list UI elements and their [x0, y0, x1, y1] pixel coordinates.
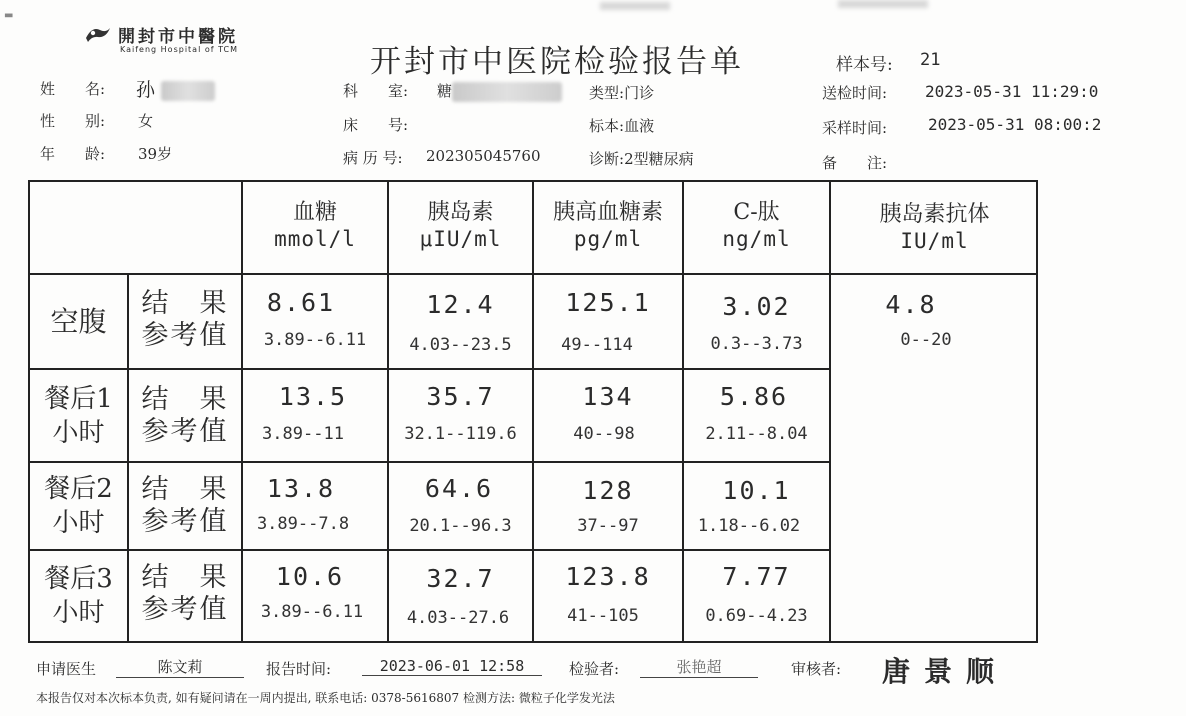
- sub-label-reference: 参考值: [141, 594, 229, 625]
- col-header-insulin: [389, 200, 532, 252]
- doctor-name: 陈文莉: [116, 656, 244, 678]
- cell-result: 32.7: [426, 564, 495, 593]
- cell-result: 35.7: [426, 382, 495, 411]
- antibody-result: 4.8: [885, 290, 937, 319]
- collect-time-label: 采样时间:: [822, 119, 888, 137]
- cell-ref: 4.03--27.6: [406, 608, 510, 628]
- redacted-block: [452, 82, 562, 102]
- diagnosis-label: 诊断:: [589, 150, 625, 168]
- sex-label: 性 别:: [40, 112, 106, 130]
- cell-result: 13.8: [266, 474, 336, 503]
- sub-label-result: 结 果: [141, 384, 229, 415]
- row-divider: [28, 549, 830, 551]
- specimen-value: 血液: [624, 117, 655, 135]
- cell-ref: 1.18--6.02: [697, 516, 801, 536]
- row-label-line2: 小时: [52, 418, 105, 448]
- col-name: C-肽: [733, 200, 780, 225]
- cell-result: 134: [582, 382, 634, 411]
- dept-value: 糖: [437, 82, 453, 100]
- sample-no-label: 样本号:: [836, 55, 893, 75]
- row-label-line2: 小时: [52, 598, 105, 628]
- cell-ref: 3.89--6.11: [260, 602, 364, 622]
- cell-result: 8.61: [266, 288, 336, 317]
- age-value: 39岁: [138, 145, 173, 163]
- cell-result: 128: [582, 476, 634, 505]
- cell-ref: 40--98: [573, 424, 635, 444]
- sub-label-result: 结 果: [141, 474, 229, 505]
- diagnosis-value: 2型糖尿病: [624, 150, 694, 168]
- age-label: 年 龄:: [40, 145, 106, 163]
- col-unit: μIU/ml: [419, 227, 502, 251]
- corner-mark: ▬: [4, 10, 14, 21]
- row-label-line1: 餐后1: [44, 384, 113, 414]
- col-name: 胰岛素: [427, 200, 494, 225]
- redacted-block: [161, 81, 215, 101]
- col-name: 胰高血糖素: [552, 200, 663, 225]
- col-header-insulin-antibody: [831, 202, 1038, 254]
- sub-label-fasting: [129, 288, 241, 352]
- sub-label-1h: [129, 384, 241, 448]
- row-label-line1: 餐后3: [44, 564, 113, 594]
- submit-time-label: 送检时间:: [822, 84, 888, 102]
- sub-label-reference: 参考值: [141, 416, 229, 447]
- sub-label-reference: 参考值: [141, 320, 229, 351]
- sub-label-3h: [129, 562, 241, 626]
- col-header-glucose: [243, 200, 387, 252]
- scan-artifact: [838, 0, 928, 8]
- cell-result: 123.8: [565, 562, 651, 591]
- diagnosis: [589, 148, 694, 169]
- record-label: 病 历 号:: [343, 149, 403, 167]
- name-label: 姓 名:: [40, 80, 106, 98]
- col-name: 血糖: [292, 200, 337, 225]
- specimen-label: 标本:: [589, 117, 625, 135]
- type: [589, 82, 654, 103]
- cell-ref: 4.03--23.5: [409, 335, 512, 355]
- row-divider: [28, 461, 830, 463]
- sub-label-result: 结 果: [141, 288, 229, 319]
- cell-ref: 3.89--11: [262, 424, 344, 444]
- report-time-label: 报告时间:: [266, 660, 332, 678]
- cell-ref: 2.11--8.04: [705, 424, 808, 444]
- row-divider: [28, 368, 830, 370]
- disclaimer: 本报告仅对本次标本负责, 如有疑问请在一周内提出, 联系电话: 0378-5616807 检测方法: 微粒子化学发光法: [36, 691, 615, 705]
- cell-ref: 3.89--6.11: [263, 330, 367, 350]
- tester-name: 张艳超: [640, 656, 758, 678]
- cell-result: 125.1: [565, 288, 651, 317]
- cell-result: 5.86: [719, 382, 789, 411]
- patient-name-value: 孙: [136, 79, 156, 101]
- dept: [437, 80, 562, 102]
- col-unit: mmol/l: [274, 227, 356, 251]
- row-label-line2: 小时: [52, 508, 105, 538]
- scan-artifact: [600, 2, 670, 10]
- report-title: 开封市中医院检验报告单: [370, 44, 744, 80]
- cell-result: 10.6: [275, 562, 345, 591]
- col-unit: IU/ml: [900, 229, 969, 253]
- doctor-label: 申请医生: [36, 660, 97, 678]
- cell-ref: 32.1--119.6: [404, 424, 517, 444]
- cell-ref: 49--114: [561, 335, 633, 355]
- col-name: 胰岛素抗体: [879, 202, 990, 227]
- submit-time: 2023-05-31 11:29:0: [925, 82, 1099, 101]
- record-value: 202305045760: [426, 147, 541, 165]
- col-header-glucagon: [534, 200, 682, 252]
- hospital-logo-icon: [84, 24, 112, 46]
- hospital-name-cn: 開封市中醫院: [118, 27, 238, 47]
- cell-ref: 37--97: [577, 516, 639, 536]
- cell-ref: 3.89--7.8: [256, 514, 350, 534]
- specimen: [589, 115, 654, 136]
- row-label-2h: [30, 472, 127, 540]
- hospital-logo: [84, 24, 112, 50]
- type-label: 类型:: [589, 84, 625, 102]
- cell-result: 3.02: [722, 292, 791, 321]
- reviewer-label: 审核者:: [791, 660, 842, 678]
- sub-label-2h: [129, 474, 241, 538]
- bed-label: 床 号:: [343, 116, 409, 134]
- row-label-fasting: 空腹: [50, 305, 107, 338]
- cell-ref: 41--105: [567, 606, 639, 626]
- sample-no-value: 21: [920, 50, 941, 70]
- type-value: 门诊: [624, 84, 655, 102]
- sub-label-reference: 参考值: [141, 506, 229, 537]
- cell-ref: 0.3--3.73: [710, 334, 803, 354]
- patient-name: [136, 75, 215, 102]
- tester-label: 检验者:: [569, 660, 620, 678]
- sex-value: 女: [138, 112, 154, 130]
- cell-ref: 0.69--4.23: [705, 606, 808, 626]
- col-unit: ng/ml: [722, 227, 791, 251]
- sub-label-result: 结 果: [141, 562, 229, 593]
- col-unit: pg/ml: [573, 227, 643, 251]
- cell-result: 64.6: [424, 474, 494, 503]
- cell-result: 13.5: [278, 382, 348, 411]
- antibody-ref: 0--20: [900, 330, 952, 350]
- remark-label: 备 注:: [822, 154, 888, 172]
- cell-result: 12.4: [426, 290, 495, 319]
- report-time: 2023-06-01 12:58: [362, 657, 542, 676]
- collect-time: 2023-05-31 08:00:2: [928, 115, 1102, 134]
- col-header-c-peptide: [684, 200, 829, 252]
- dept-label: 科 室:: [343, 82, 409, 100]
- cell-result: 7.77: [722, 562, 791, 591]
- cell-result: 10.1: [722, 476, 791, 505]
- row-label-1h: [30, 382, 127, 450]
- row-label-3h: [30, 562, 127, 630]
- hospital-name-en: Kaifeng Hospital of TCM: [120, 45, 239, 54]
- cell-ref: 20.1--96.3: [409, 516, 512, 536]
- row-label-line1: 餐后2: [44, 474, 113, 504]
- reviewer-signature: 唐景顺: [882, 655, 1009, 688]
